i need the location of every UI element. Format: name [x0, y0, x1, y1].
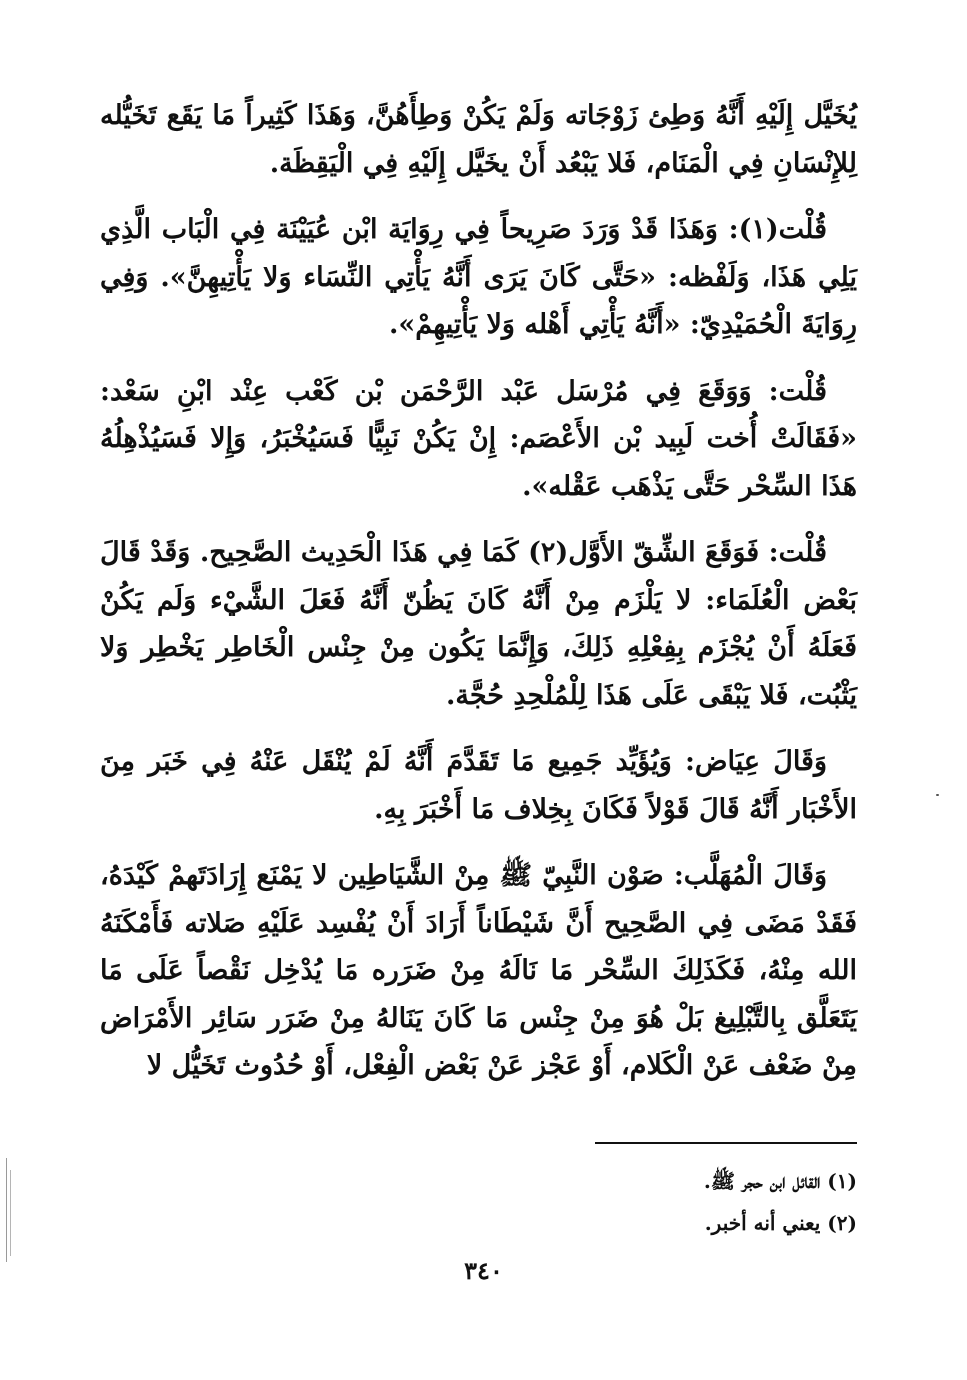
paragraph-3: قُلْت: وَوَقَعَ فِي مُرْسَل عَبْد الرَّحْمَن بْن كَعْب عِنْد ابْنِ سَعْد: «فَقَالَتْ أُخت لَبِيد بْن الأَعْصَم: إِنْ يَكُنْ نَبِيًّا فَسَيُخْبَرُ، وَإِلا فَسَيُذْهِلُهُ هَذَا السِّحْر حَتَّى يَذْهَب عَقْله». — [100, 375, 857, 502]
scan-edge-line — [6, 1158, 7, 1262]
footnote-separator — [595, 1142, 857, 1144]
scan-edge-line-secondary — [10, 1170, 11, 1256]
footnote-1: (١) القائل ابن حجر ﷺ. — [703, 1169, 857, 1193]
paragraph-6: وَقَالَ الْمُهَلَّب: صَوْن النَّبِيّ ﷺ مِنْ الشَّيَاطِين لا يَمْنَع إِرَادَتَهمْ كَيْدَهُ، فَقَدْ مَضَى فِي الصَّحِيح أَنَّ شَيْطَاناً أَرَادَ أَنْ يُفْسِد عَلَيْهِ صَلاته فَأَمْكَنَهُ الله مِنْهُ، فَكَذَلِكَ السِّحْر مَا نَالَهُ مِنْ ضَرَره مَا يُدْخِل نَقْصاً عَلَى مَا يَتَعَلَّق بِالتَّبْلِيغ بَلْ هُوَ مِنْ جِنْس مَا كَانَ يَنَالهُ مِنْ ضَرَر سَائِر الأَمْرَاض مِنْ ضَعْف عَنْ الْكَلام، أَوْ عَجْز عَنْ بَعْض الْفِعْل، أَوْ حُدُوث تَخَيُّل لا — [100, 860, 857, 1081]
paragraph-2: قُلْت(١): وَهَذَا قَدْ وَرَدَ صَرِيحاً فِي رِوَايَة ابْن عُيَيْنَة فِي الْبَاب الَّذِي يَلِي هَذَا، وَلَفْظه: «حَتَّى كَانَ يَرَى أَنَّهُ يَأْتِي النِّسَاء وَلا يَأْتِيهِنَّ». وَفِي رِوَايَةَ الْحُمَيْدِيّ: «أَنَّهُ يَأْتِي أَهْله وَلا يَأْتِيهِمْ». — [100, 214, 857, 340]
main-text — [100, 92, 857, 1109]
page-number: ٣٤٠ — [464, 1256, 503, 1285]
paragraph-1: يُخَيَّل إِلَيْهِ أَنَّهُ وَطِئ زَوْجَاته وَلَمْ يَكُنْ وَطِأَهُنَّ، وَهَذَا كَثِيراً مَا يَقَع تَخَيُّله لِلإِنْسَانِ فِي الْمَنَام، فَلا يَبْعُد أَنْ يخَيَّل إِلَيْهِ فِي الْيَقِظَة. — [100, 100, 857, 179]
footnote-2: (٢) يعني أنه أخبر. — [704, 1211, 857, 1235]
paragraph-4: قُلْت: فَوَقَعَ الشِّقّ الأَوَّل(٢) كَمَا فِي هَذَا الْحَدِيث الصَّحِيح. وَقَدْ قَالَ بَعْض الْعُلَمَاء: لا يَلْزَم مِنْ أَنَّهُ كَانَ يَظُنّ أَنَّهُ فَعَلَ الشَّيْء وَلَم يَكُنْ فَعَلَهُ أَنْ يُجْزَم بِفِعْلِهِ ذَلِكَ، وَإِنَّمَا يَكُون مِنْ جِنْس الْخَاطِر يَخْطِر وَلا يَثْبُت، فَلا يَبْقَى عَلَى هَذَا لِلْمُلْحِدِ حُجَّة. — [100, 537, 857, 711]
footnotes — [100, 1160, 857, 1244]
paragraph-5: وَقَالَ عِيَاض: وَيُؤَيِّد جَمِيع مَا تَقَدَّمَ أَنَّهُ لَمْ يُنْقَل عَنْهُ فِي خَبَر مِنَ الأَخْبَار أَنَّهُ قَالَ قَوْلاً فَكَانَ بِخِلاف مَا أَخْبَرَ بِهِ. — [100, 746, 857, 825]
scan-speck — [936, 794, 939, 796]
